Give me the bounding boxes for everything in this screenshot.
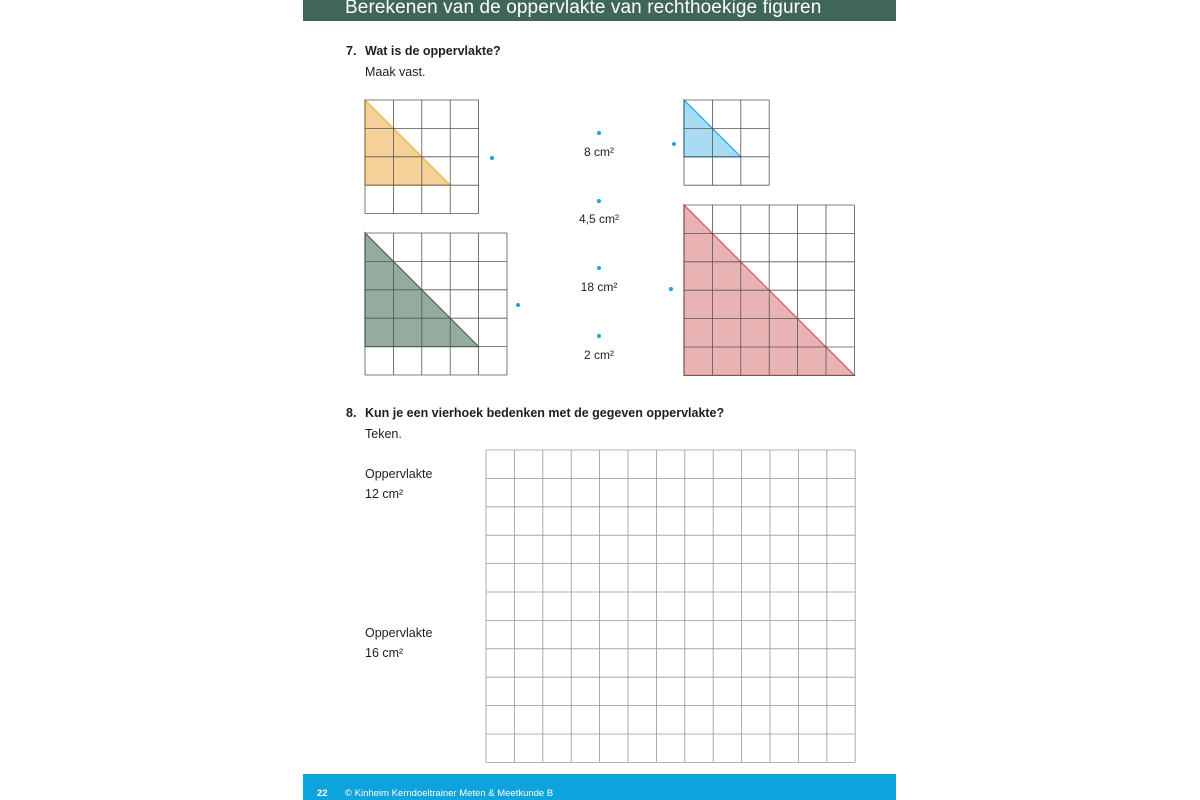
answer-label-3: 18 cm² [580, 280, 618, 294]
area-prompt-2-value: 16 cm² [365, 646, 404, 660]
connect-dot-gray[interactable] [516, 303, 520, 307]
connect-dot-answer-1[interactable] [597, 131, 601, 135]
page-footer [303, 774, 896, 800]
yellow-triangle [365, 100, 450, 185]
grid-yellow-triangle [365, 100, 479, 214]
connect-dot-answer-3[interactable] [597, 266, 601, 270]
worksheet-page [303, 0, 896, 800]
area-prompt-2-label: Oppervlakte [365, 626, 433, 640]
answer-label-2: 4,5 cm² [578, 212, 619, 226]
page-header [303, 0, 896, 21]
grid-red-triangle [684, 205, 855, 376]
question-8-title: Kun je een vierhoek bedenken met de gegeven oppervlakte? [365, 406, 725, 420]
connect-dot-red[interactable] [669, 287, 673, 291]
area-prompt-1-value: 12 cm² [365, 487, 404, 501]
grid-blue-triangle [684, 100, 770, 186]
connect-dot-blue[interactable] [672, 142, 676, 146]
copyright-text: © Kinheim Kerndoeltrainer Meten & Meetkunde B [345, 788, 554, 799]
question-8-number: 8. [346, 406, 357, 420]
connect-dot-yellow[interactable] [490, 156, 494, 160]
question-8-instruction: Teken. [365, 427, 402, 441]
page-number: 22 [317, 788, 328, 799]
drawing-grid[interactable] [486, 450, 856, 763]
area-prompt-1-label: Oppervlakte [365, 467, 433, 481]
question-7-title: Wat is de oppervlakte? [365, 44, 501, 58]
answer-label-4: 2 cm² [584, 348, 614, 362]
connect-dot-answer-2[interactable] [597, 199, 601, 203]
question-7-number: 7. [346, 44, 357, 58]
answer-label-1: 8 cm² [584, 145, 614, 159]
grid-gray-triangle [365, 233, 507, 375]
connect-dot-answer-4[interactable] [597, 334, 601, 338]
page-title: Berekenen van de oppervlakte van rechthoekige figuren [345, 0, 822, 18]
question-7-instruction: Maak vast. [365, 65, 426, 79]
